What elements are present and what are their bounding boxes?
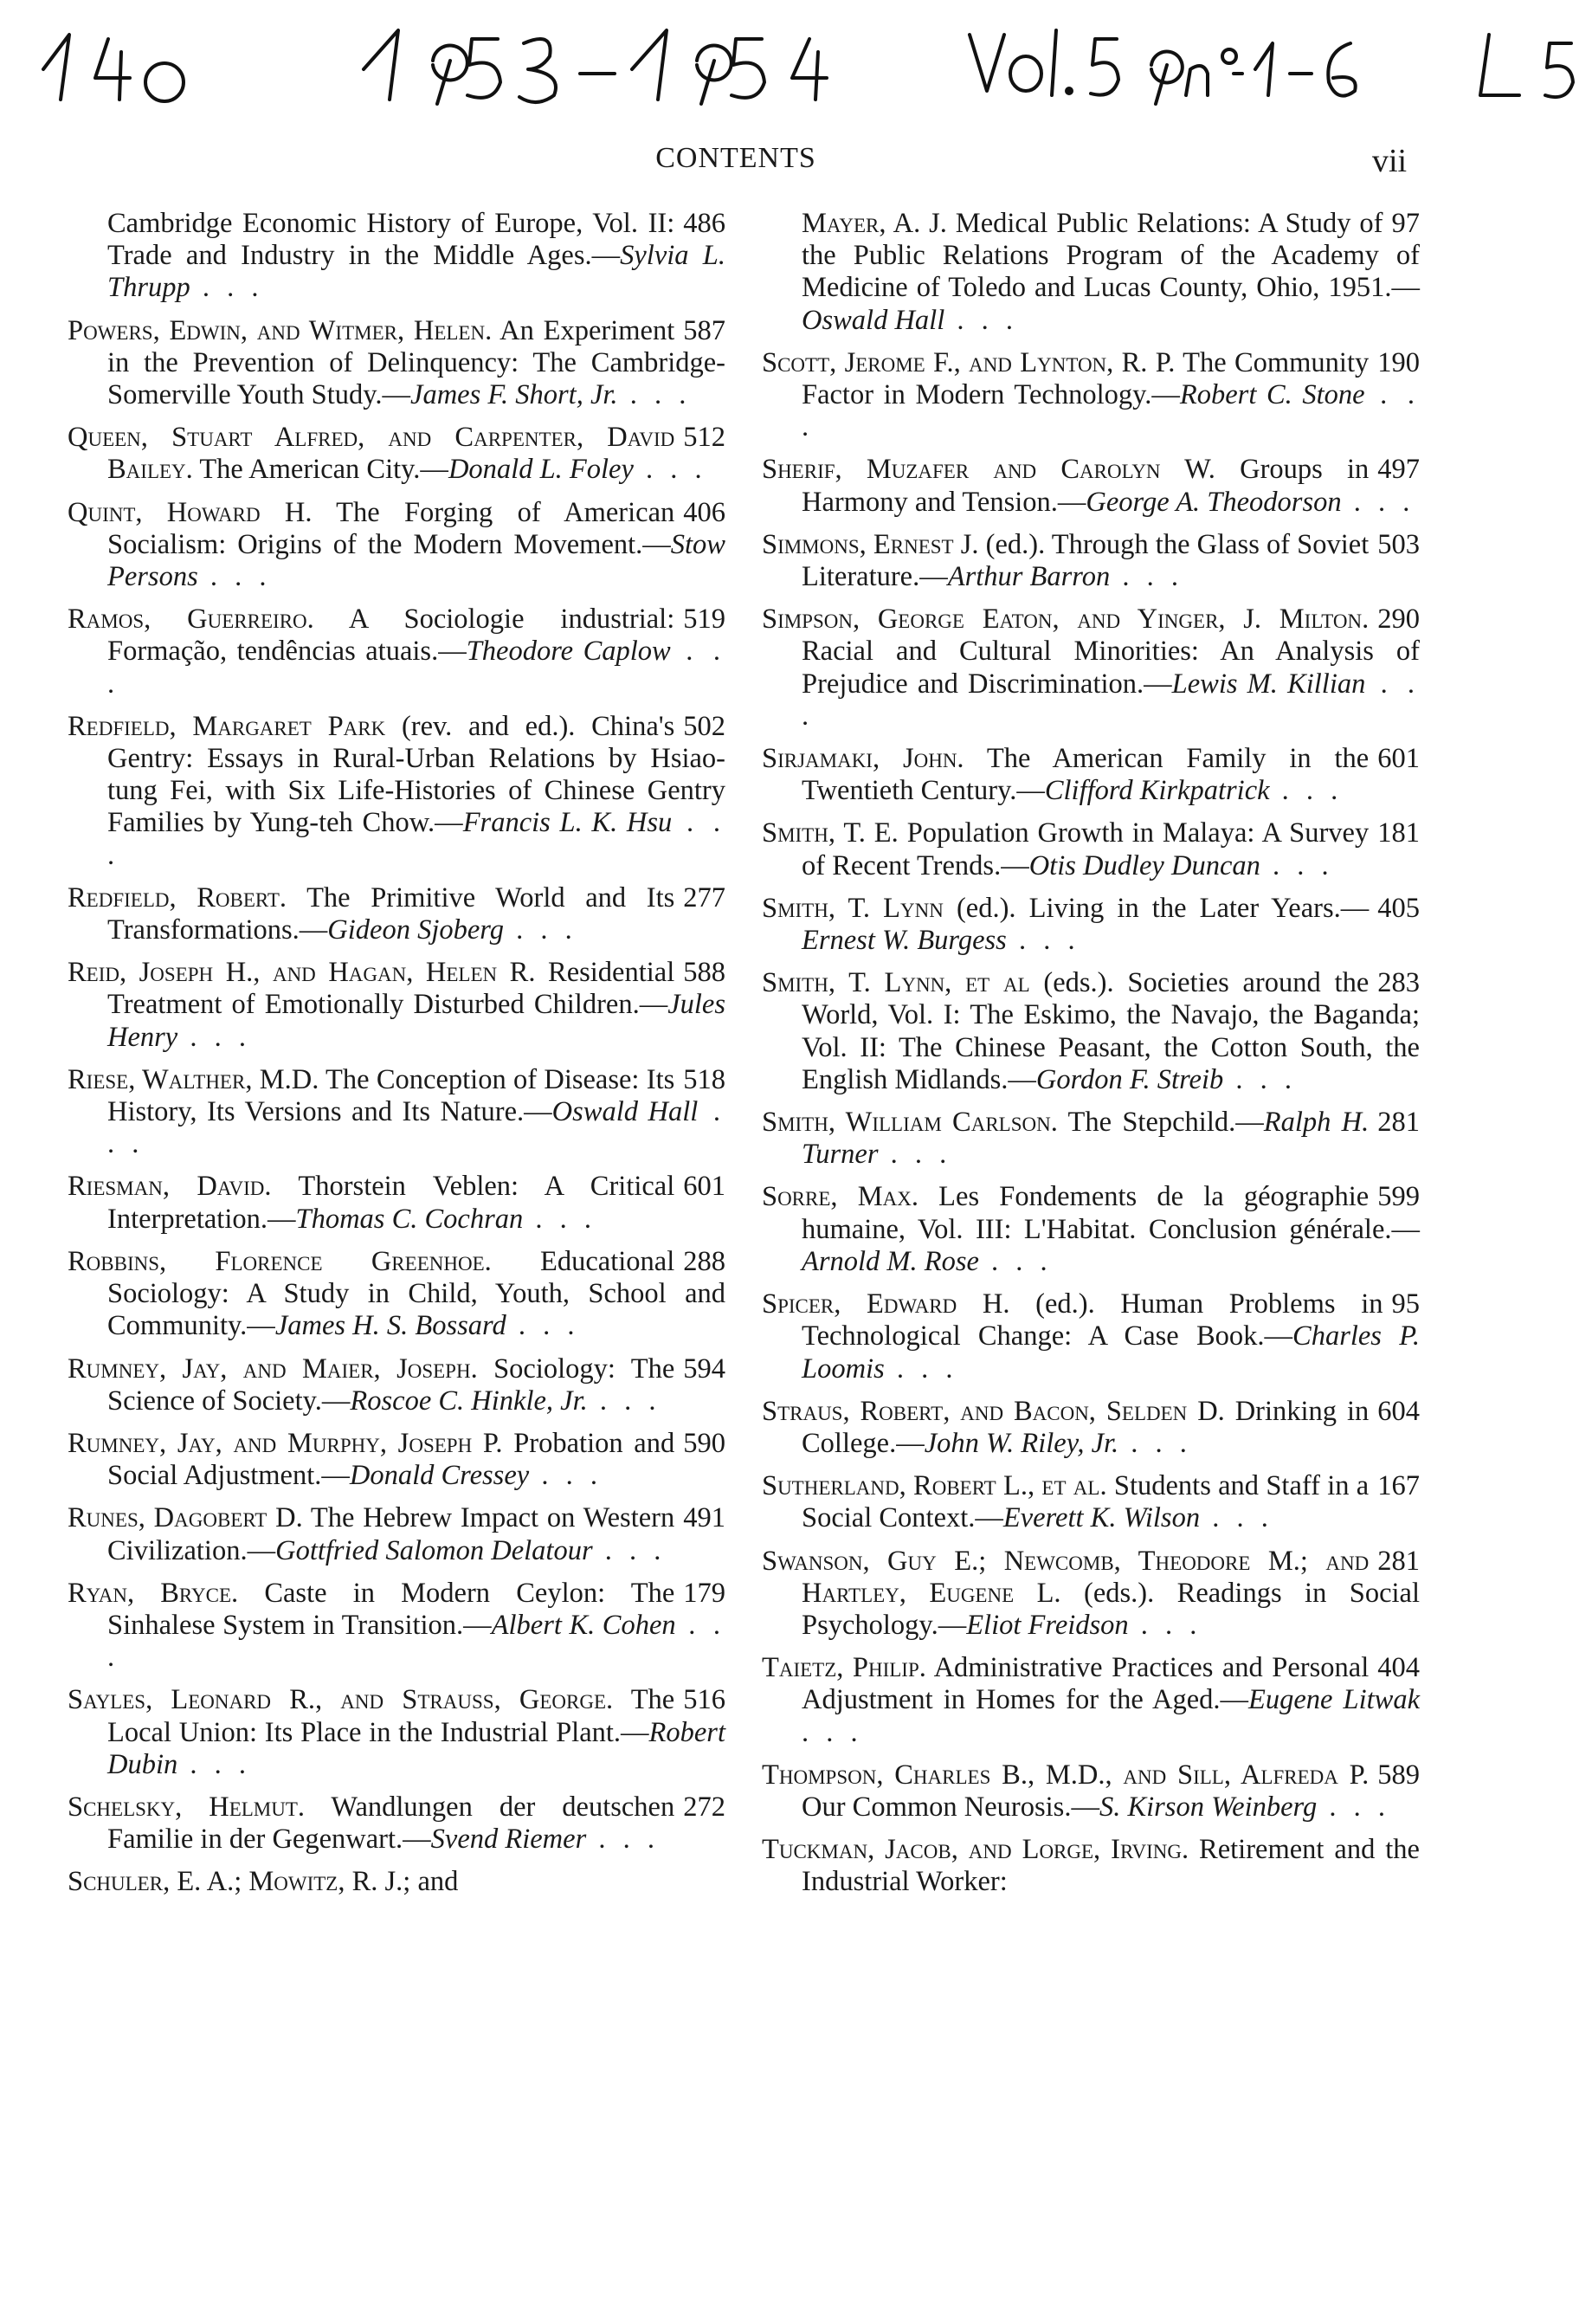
entry-author: Powers, Edwin, and Witmer, Helen. <box>68 314 493 346</box>
entry-page-number: 272 <box>683 1791 725 1823</box>
entry-author: Robbins, Florence Greenhoe. <box>68 1245 492 1277</box>
leader-dots: . . . <box>1341 486 1415 518</box>
leader-dots: . . . <box>190 272 264 304</box>
leader-dots: . . . <box>802 379 1421 443</box>
contents-entry <box>68 1791 725 1856</box>
entry-author: Taietz, Philip. <box>762 1652 926 1684</box>
entry-title: Administrative Practices and Personal Adjustment in Homes for the Aged.— <box>802 1652 1370 1716</box>
entry-title: and <box>410 1866 459 1898</box>
entry-title: Retirement and the Industrial Worker: <box>802 1834 1420 1898</box>
contents-entry <box>762 1759 1420 1824</box>
entry-title: Groups in Harmony and Tension.— <box>802 454 1370 518</box>
entry-reviewer: Donald L. Foley <box>448 454 634 486</box>
entry-author: Spicer, Edward H. <box>762 1288 1010 1320</box>
entry-author: Runes, Dagobert D. <box>68 1502 303 1534</box>
contents-entry <box>762 454 1420 518</box>
leader-dots: . . . <box>197 561 272 593</box>
entry-reviewer: Theodore Caplow <box>466 636 671 668</box>
contents-entry <box>68 422 725 486</box>
entry-page-number: 601 <box>683 1171 725 1203</box>
entry-page-number: 281 <box>1377 1545 1420 1577</box>
contents-entry <box>762 347 1420 444</box>
contents-entry <box>68 1684 725 1781</box>
contents-entry <box>762 1546 1420 1643</box>
entry-reviewer: Eugene Litwak <box>1248 1684 1420 1716</box>
entry-reviewer: Oswald Hall <box>802 304 945 336</box>
entry-reviewer: Clifford Kirkpatrick <box>1044 775 1270 807</box>
entry-author: Riesman, David. <box>68 1171 272 1203</box>
contents-entry <box>68 1064 725 1161</box>
entry-reviewer: Gordon F. Streib <box>1035 1063 1224 1095</box>
entry-title: Educational Sociology: A Study in Child, Youth, School and Community.— <box>107 1245 725 1342</box>
leader-dots: . . . <box>1110 561 1183 593</box>
entry-page-number: 512 <box>683 422 725 454</box>
entry-page-number: 599 <box>1377 1181 1420 1213</box>
contents-entry <box>762 743 1420 807</box>
entry-title: The Primitive World and Its Transformations.— <box>107 881 675 946</box>
leader-dots: . . . <box>802 668 1420 732</box>
leader-dots: . . . <box>1200 1502 1273 1534</box>
leader-dots: . . . <box>107 1096 726 1160</box>
entry-author: Sayles, Leonard R., and Strauss, George. <box>68 1684 614 1716</box>
leader-dots: . . . <box>1118 1427 1192 1459</box>
entry-reviewer: Roscoe C. Hinkle, Jr. <box>350 1385 588 1417</box>
entry-reviewer: Sylvia L. Thrupp <box>107 240 726 304</box>
entry-reviewer: Arthur Barron <box>947 561 1111 593</box>
leader-dots: . . . <box>802 1716 863 1748</box>
handwritten-annotation-text <box>26 17 37 18</box>
contents-entry <box>762 208 1420 337</box>
entry-reviewer: Ralph H. Turner <box>802 1107 1370 1171</box>
entry-page-number: 594 <box>683 1352 725 1385</box>
entry-reviewer: George A. Theodorson <box>1086 486 1342 518</box>
entry-reviewer: Donald Cressey <box>349 1460 530 1492</box>
entry-author: Queen, Stuart Alfred, and Carpenter, David Bailey. <box>68 422 675 486</box>
contents-entry <box>762 1288 1420 1385</box>
entry-page-number: 181 <box>1377 817 1420 849</box>
contents-entry <box>762 1470 1420 1534</box>
entry-author: Sirjamaki, John. <box>762 743 964 775</box>
entry-page-number: 590 <box>683 1427 725 1459</box>
leader-dots: . . . <box>1260 849 1334 881</box>
entry-reviewer: Eliot Freidson <box>966 1609 1129 1641</box>
entry-page-number: 604 <box>1377 1395 1420 1427</box>
entry-reviewer: Arnold M. Rose <box>802 1245 979 1277</box>
contents-entry <box>68 1246 725 1343</box>
leader-dots: . . . <box>1128 1609 1202 1641</box>
entry-title: Population Growth in Malaya: A Survey of Recent Trends.— <box>802 817 1370 881</box>
entry-page-number: 281 <box>1377 1107 1420 1139</box>
entry-page-number: 516 <box>683 1684 725 1716</box>
entry-page-number: 503 <box>1377 528 1420 560</box>
entry-reviewer: Lewis M. Killian <box>1171 668 1366 700</box>
leader-dots: . . . <box>884 1352 958 1385</box>
contents-entry <box>762 1652 1420 1749</box>
contents-entry <box>68 497 725 594</box>
entry-author: Thompson, Charles B., M.D., and Sill, Alfreda P. <box>762 1759 1370 1791</box>
contents-entry <box>68 1866 725 1898</box>
entry-title: (ed.). Human Problems in Technological Change: A Case Book.— <box>802 1288 1383 1352</box>
contents-entry <box>762 1181 1420 1278</box>
entry-page-number: 518 <box>683 1063 725 1095</box>
contents-entry <box>762 604 1420 733</box>
entry-title: (rev. and ed.). China's Gentry: Essays in Rural-Urban Relations by Hsiao-tung Fei, with Six Life-Histories of Chinese Gentry Families by Yung-teh Chow.— <box>107 710 725 839</box>
entry-author: Smith, William Carlson. <box>762 1107 1058 1139</box>
contents-entry <box>68 604 725 700</box>
entry-page-number: 497 <box>1377 454 1420 486</box>
leader-dots: . . . <box>1269 775 1344 807</box>
entry-title: Cambridge Economic History of Europe, Vol. II: Trade and Industry in the Middle Ages.— <box>107 208 675 272</box>
entry-author: Ramos, Guerreiro. <box>68 604 314 636</box>
entry-page-number: 404 <box>1377 1652 1420 1684</box>
leader-dots: . . . <box>504 914 577 946</box>
entry-page-number: 491 <box>683 1502 725 1534</box>
entry-reviewer: S. Kirson Weinberg <box>1099 1791 1318 1823</box>
contents-entry <box>762 817 1420 881</box>
entry-page-number: 601 <box>1377 743 1420 775</box>
entry-author: Smith, T. Lynn, et al <box>762 967 1030 999</box>
entry-reviewer: Thomas C. Cochran <box>295 1203 524 1235</box>
entry-title: Probation and Social Adjustment.— <box>107 1427 675 1492</box>
entry-title: Students and Staff in a Social Context.— <box>802 1470 1370 1534</box>
right-column <box>762 208 1420 1909</box>
entry-title: (ed.). Living in the Later Years.— <box>943 892 1370 924</box>
contents-entry <box>762 529 1420 593</box>
entry-author: Sorre, Max. <box>762 1181 918 1213</box>
entry-title: Medical Public Relations: A Study of the Public Relations Program of the Academy of Medicine of Toledo and Lucas County, Ohio, 1951.— <box>802 208 1420 304</box>
entry-author: Straus, Robert, and Bacon, Selden D. <box>762 1395 1225 1427</box>
entry-reviewer: Svend Riemer <box>430 1824 587 1856</box>
leader-dots: . . . <box>1223 1063 1297 1095</box>
entry-reviewer: Gideon Sjoberg <box>327 914 504 946</box>
entry-page-number: 519 <box>683 604 725 636</box>
left-column <box>68 208 725 1909</box>
entry-author: Smith, T. E. <box>762 817 899 849</box>
leader-dots: . . . <box>633 454 707 486</box>
entry-page-number: 405 <box>1377 892 1420 924</box>
contents-entry <box>68 882 725 946</box>
contents-entry <box>762 1834 1420 1898</box>
entry-title: The Community Factor in Modern Technology.— <box>802 346 1370 411</box>
entry-reviewer: Stow Persons <box>107 528 725 593</box>
leader-dots: . . . <box>978 1245 1053 1277</box>
entry-title: Thorstein Veblen: A Critical Interpretation.— <box>107 1171 675 1235</box>
entry-title: Les Fondements de la géographie humaine, Vol. III: L'Habitat. Conclusion générale.— <box>802 1181 1420 1245</box>
entry-page-number: 277 <box>683 881 725 913</box>
entry-title: The Local Union: Its Place in the Industrial Plant.— <box>107 1684 675 1748</box>
entry-page-number: 167 <box>1377 1470 1420 1502</box>
running-head <box>0 142 1592 185</box>
entry-page-number: 190 <box>1377 346 1420 378</box>
entry-author: Scott, Jerome F., and Lynton, R. P. <box>762 346 1176 378</box>
contents-entry <box>68 957 725 1054</box>
contents-entry <box>762 893 1420 957</box>
entry-page-number: 587 <box>683 314 725 346</box>
entry-author: Smith, T. Lynn <box>762 892 944 924</box>
entry-reviewer: Robert Dubin <box>107 1716 725 1780</box>
leader-dots: . . . <box>592 1534 667 1566</box>
entry-page-number: 486 <box>683 208 725 239</box>
entry-reviewer: Robert C. Stone <box>1179 379 1365 411</box>
entry-title: The American City.— <box>192 454 448 486</box>
entry-reviewer: Otis Dudley Duncan <box>1028 849 1260 881</box>
entry-title: Wandlungen der deutschen Familie in der Gegenwart.— <box>107 1791 675 1856</box>
entry-title: Our Common Neurosis.— <box>802 1791 1099 1823</box>
entry-page-number: 288 <box>683 1245 725 1277</box>
entry-page-number: 502 <box>683 710 725 742</box>
entry-author: Sutherland, Robert L., et al. <box>762 1470 1107 1502</box>
leader-dots: . . . <box>177 1021 251 1053</box>
contents-entry <box>68 1353 725 1417</box>
entry-reviewer: Everett K. Wilson <box>1002 1502 1201 1534</box>
page-number: vii <box>1372 143 1408 179</box>
entry-title: The American Family in the Twentieth Century.— <box>802 743 1370 807</box>
contents-entry <box>68 1171 725 1235</box>
leader-dots: . . . <box>107 807 725 871</box>
entry-author: Schelsky, Helmut. <box>68 1791 306 1823</box>
entry-author: Quint, Howard H. <box>68 496 313 528</box>
handwritten-annotation-graphic <box>26 17 1584 113</box>
leader-dots: . . . <box>587 1385 661 1417</box>
contents-entry <box>68 711 725 872</box>
entry-page-number: 95 <box>1391 1288 1420 1320</box>
entry-author: Simmons, Ernest J. <box>762 528 979 560</box>
entry-author: Reid, Joseph H., and Hagan, Helen R. <box>68 957 536 989</box>
entry-page-number: 588 <box>683 957 725 989</box>
leader-dots: . . . <box>617 379 692 411</box>
entry-title: The Conception of Disease: Its History, Its Versions and Its Nature.— <box>107 1063 675 1128</box>
entry-page-number: 290 <box>1377 604 1420 636</box>
contents-entry <box>762 967 1420 1096</box>
entry-reviewer: Gottfried Salomon Delatour <box>275 1534 593 1566</box>
entry-author: Swanson, Guy E.; Newcomb, Theodore M.; and Hartley, Eugene L. <box>762 1545 1370 1609</box>
entry-author: Schuler, E. A.; Mowitz, R. J.; <box>68 1866 411 1898</box>
contents-entry <box>68 1578 725 1675</box>
entry-author: Ryan, Bryce. <box>68 1577 239 1609</box>
leader-dots: . . . <box>529 1460 603 1492</box>
leader-dots: . . . <box>506 1310 580 1342</box>
contents-entry <box>68 208 725 305</box>
entry-author: Redfield, Robert. <box>68 881 287 913</box>
entry-title: Residential Treatment of Emotionally Disturbed Children.— <box>107 957 675 1021</box>
entry-reviewer: John W. Riley, Jr. <box>924 1427 1119 1459</box>
contents-entry <box>762 1396 1420 1460</box>
entry-title: The Stepchild.— <box>1057 1107 1264 1139</box>
entry-title: An Experiment in the Prevention of Delinquency: The Cambridge-Somerville Youth Study.— <box>107 314 725 411</box>
contents-entry <box>762 1107 1420 1171</box>
entry-title: Drinking in College.— <box>802 1395 1370 1459</box>
handwritten-annotation <box>26 17 1584 113</box>
entry-title: The Forging of American Socialism: Origins of the Modern Movement.— <box>107 496 675 560</box>
entry-page-number: 406 <box>683 496 725 528</box>
entry-title: The Hebrew Impact on Western Civilization.— <box>107 1502 675 1566</box>
entry-reviewer: James F. Short, Jr. <box>410 379 618 411</box>
entry-author: Simpson, George Eaton, and Yinger, J. Milton. <box>762 604 1370 636</box>
entry-title: (ed.). Through the Glass of Soviet Literature.— <box>802 528 1370 593</box>
entry-title: Sociology: The Science of Society.— <box>107 1352 675 1417</box>
entry-reviewer: Ernest W. Burgess <box>802 925 1007 957</box>
leader-dots: . . . <box>107 1609 725 1674</box>
contents-entry <box>68 1502 725 1566</box>
entry-page-number: 589 <box>1377 1759 1420 1791</box>
entry-page-number: 97 <box>1391 208 1420 239</box>
leader-dots: . . . <box>944 304 1018 336</box>
leader-dots: . . . <box>1317 1791 1390 1823</box>
entry-author: Mayer, A. J. <box>802 208 947 239</box>
entry-author: Rumney, Jay, and Maier, Joseph. <box>68 1352 478 1385</box>
entry-title: (eds.). Societies around the World, Vol. I: The Eskimo, the Navajo, the Baganda; Vol. II: The Chinese Peasant, the Cotton South, the English Midlands.— <box>802 967 1420 1095</box>
leader-dots: . . . <box>878 1139 952 1171</box>
entry-page-number: 179 <box>683 1577 725 1609</box>
entry-author: Redfield, Margaret Park <box>68 710 386 742</box>
entry-page-number: 283 <box>1377 967 1420 999</box>
entry-reviewer: Jules Henry <box>107 989 725 1053</box>
entry-reviewer: Francis L. K. Hsu <box>462 807 673 839</box>
entry-author: Riese, Walther, M.D. <box>68 1063 319 1095</box>
entry-reviewer: Charles P. Loomis <box>802 1320 1420 1385</box>
entry-title: Racial and Cultural Minorities: An Analysis of Prejudice and Discrimination.— <box>802 636 1420 700</box>
page-title: CONTENTS <box>655 142 816 174</box>
entry-title: Caste in Modern Ceylon: The Sinhalese System in Transition.— <box>107 1577 675 1641</box>
entry-title: (eds.). Readings in Social Psychology.— <box>802 1577 1420 1641</box>
leader-dots: . . . <box>107 636 725 700</box>
entry-author: Tuckman, Jacob, and Lorge, Irving. <box>762 1834 1189 1866</box>
contents-entry <box>68 1428 725 1492</box>
leader-dots: . . . <box>177 1748 251 1780</box>
entry-reviewer: Albert K. Cohen <box>491 1609 676 1641</box>
entry-author: Rumney, Jay, and Murphy, Joseph P. <box>68 1427 503 1459</box>
leader-dots: . . . <box>523 1203 596 1235</box>
entry-reviewer: Oswald Hall <box>551 1096 699 1128</box>
leader-dots: . . . <box>1006 925 1080 957</box>
entry-reviewer: James H. S. Bossard <box>274 1310 506 1342</box>
entry-title: A Sociologie industrial: Formação, tendências atuais.— <box>107 604 675 668</box>
leader-dots: . . . <box>586 1824 660 1856</box>
entry-author: Sherif, Muzafer and Carolyn W. <box>762 454 1215 486</box>
contents-entry <box>68 315 725 412</box>
